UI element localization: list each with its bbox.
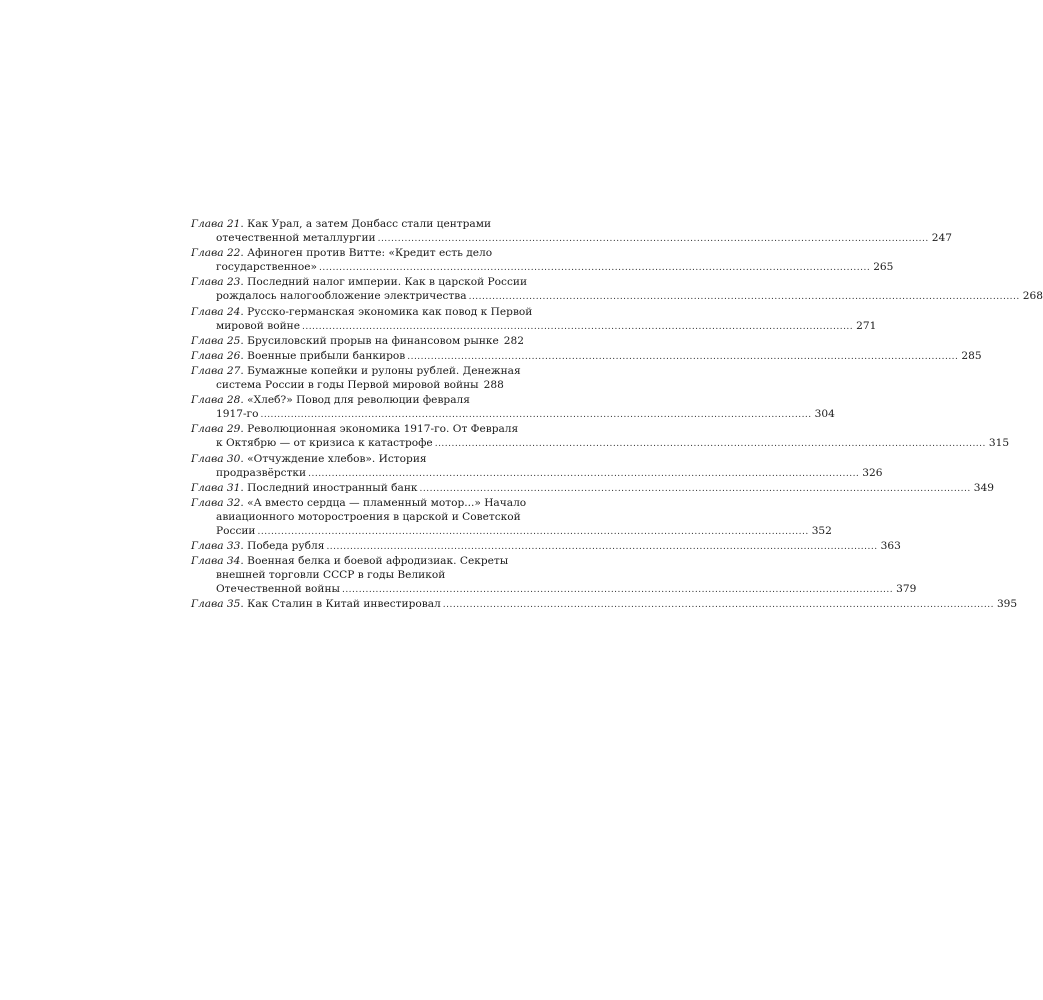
toc-line-text: Глава 25. Брусиловский прорыв на финансовом рынке [191, 334, 499, 347]
chapter-number: Глава 32 [191, 496, 241, 509]
toc-line-text [216, 582, 340, 596]
chapter-title-text: Последний налог империи. Как в царской России [247, 276, 528, 289]
chapter-title-text: Отечественной войны [216, 583, 340, 596]
page-number: 349 [973, 481, 994, 494]
chapter-number: Глава 25 [191, 334, 241, 347]
toc-line [191, 217, 495, 231]
toc-line-text [216, 378, 479, 392]
toc-line [191, 539, 901, 554]
page-number: 326 [862, 466, 883, 479]
page-number: 395 [996, 598, 1018, 611]
page-number: 288 [483, 379, 504, 392]
chapter-number: Глава 27 [191, 364, 241, 377]
chapter-number: Глава 28 [191, 394, 241, 407]
toc-entry [191, 481, 994, 496]
toc-entry [191, 364, 521, 393]
toc-line [191, 275, 528, 289]
toc-line [191, 597, 1018, 612]
toc-line [191, 524, 832, 539]
dot-leader [407, 350, 958, 364]
chapter-title-text: мировой войне [216, 319, 300, 332]
toc-line-text: Глава 32. «А вместо сердца — пламенный мотор...» Начало [191, 496, 527, 509]
toc-line [191, 231, 952, 246]
chapter-title-text: «Хлеб?» Повод для революции февраля [247, 394, 470, 407]
chapter-number: Глава 31 [191, 481, 241, 494]
chapter-number: Глава 22 [191, 247, 241, 260]
chapter-title-text: государственное» [216, 261, 317, 274]
toc-line-text [216, 524, 256, 538]
toc-line [191, 481, 994, 496]
chapter-title-text: «Отчуждение хлебов». История [247, 452, 427, 465]
page-number: 352 [811, 524, 832, 537]
toc-entry [191, 246, 894, 275]
toc-line [191, 349, 982, 364]
toc-line [191, 582, 917, 597]
chapter-title-text: Военные прибыли банкиров [247, 349, 406, 362]
toc-line-text [216, 231, 376, 245]
chapter-title-text: авиационного моторостроения в царской и Советской [216, 510, 521, 523]
page-number: 304 [814, 408, 835, 421]
toc-entry [191, 334, 525, 349]
dot-leader [326, 540, 877, 554]
toc-line-text: Глава 22. Афиноген против Витте: «Кредит есть дело [191, 247, 493, 260]
toc-line-text: Глава 31. Последний иностранный банк [191, 481, 418, 494]
dot-leader [258, 525, 809, 539]
chapter-title-text: Победа рубля [247, 540, 325, 553]
dot-leader [302, 320, 853, 334]
toc-line-text: Глава 29. Революционная экономика 1917-го. От Февраля [191, 423, 519, 436]
toc-line-text [216, 569, 445, 581]
page-number: 379 [896, 583, 917, 596]
dot-leader [319, 261, 870, 275]
toc-line [191, 319, 877, 334]
chapter-title-text: Последний иностранный банк [247, 481, 418, 494]
toc-line-text: Глава 28. «Хлеб?» Повод для революции февраля [191, 394, 470, 407]
toc-line [191, 334, 525, 349]
toc-line [191, 496, 527, 510]
toc-line [191, 393, 495, 407]
toc-line [191, 407, 835, 422]
toc-line-text [216, 466, 306, 480]
toc-line [191, 378, 504, 393]
toc-line-text: Глава 23. Последний налог империи. Как в царской России [191, 276, 528, 289]
toc-line-text [216, 407, 258, 421]
dot-leader [420, 482, 971, 496]
toc-line-text: Глава 33. Победа рубля [191, 540, 325, 553]
chapter-number: Глава 33 [191, 540, 241, 553]
toc-line-text: Глава 24. Русско-германская экономика как повод к Первой [191, 305, 533, 318]
page-number: 271 [856, 319, 877, 332]
toc-line-text [216, 511, 521, 523]
toc-line-text: Глава 34. Военная белка и боевой афродизиак. Секреты [191, 555, 509, 568]
chapter-title-text: отечественной металлургии [216, 232, 376, 245]
chapter-title-text: рождалось налогообложение электричества [216, 290, 467, 303]
toc-line [191, 289, 1043, 304]
toc-entry [191, 496, 832, 539]
chapter-title-text: 1917-го [216, 408, 259, 421]
toc-line [191, 422, 519, 436]
chapter-number: Глава 35 [191, 598, 241, 611]
chapter-title-text: Русско-германская экономика как повод к Первой [247, 305, 533, 318]
toc-entry [191, 349, 982, 364]
dot-leader [378, 232, 929, 246]
chapter-title-text: Военная белка и боевой афродизиак. Секреты [247, 555, 509, 568]
toc-entry [191, 452, 883, 481]
toc-entry [191, 217, 952, 246]
toc-line-text: Глава 21. Как Урал, а затем Донбасс стали центрами [191, 218, 492, 230]
toc-entry [191, 554, 917, 597]
toc-line [191, 452, 495, 466]
chapter-title-text: Брусиловский прорыв на финансовом рынке [247, 334, 499, 347]
chapter-number: Глава 29 [191, 423, 241, 436]
chapter-number: Глава 23 [191, 276, 241, 289]
chapter-title-text: России [216, 524, 256, 537]
toc-line-text [216, 289, 467, 303]
toc-entry [191, 422, 1010, 451]
table-of-contents [191, 217, 1043, 613]
toc-entry [191, 597, 1018, 612]
chapter-title-text: продразвёрстки [216, 466, 307, 479]
page-number: 268 [1022, 290, 1043, 303]
chapter-title-text: «А вместо сердца — пламенный мотор...» Начало [247, 496, 527, 509]
toc-line [191, 364, 521, 378]
chapter-number: Глава 34 [191, 555, 241, 568]
toc-line [191, 260, 894, 275]
dot-leader [469, 290, 1020, 304]
chapter-title-text: Афиноген против Витте: «Кредит есть дело [247, 247, 493, 260]
toc-line-text: Глава 27. Бумажные копейки и рулоны рублей. Денежная [191, 364, 521, 377]
toc-line-text: Глава 35. Как Сталин в Китай инвестировал [191, 598, 441, 611]
dot-leader [443, 598, 994, 612]
dot-leader [435, 437, 986, 451]
toc-line [191, 246, 495, 260]
toc-line [191, 554, 509, 568]
chapter-title-text: Как Сталин в Китай инвестировал [247, 598, 441, 611]
toc-line-text [216, 436, 433, 450]
chapter-number: Глава 24 [191, 305, 241, 318]
page-number: 315 [988, 437, 1010, 450]
toc-line [191, 510, 521, 524]
chapter-number: Глава 21 [191, 218, 241, 230]
toc-line [191, 436, 1010, 451]
chapter-title-text: система России в годы Первой мировой войны [216, 379, 479, 392]
chapter-title-text: Как Урал, а затем Донбасс стали центрами [247, 218, 492, 230]
toc-line [191, 305, 533, 319]
page-number: 265 [873, 261, 894, 274]
toc-line-text: Глава 30. «Отчуждение хлебов». История [191, 452, 427, 465]
chapter-number: Глава 30 [191, 452, 241, 465]
toc-line-text [216, 260, 317, 274]
toc-entry [191, 393, 835, 422]
toc-entry [191, 539, 901, 554]
toc-line [191, 568, 495, 582]
page-number: 285 [961, 349, 982, 362]
chapter-title-text: к Октябрю — от кризиса к катастрофе [216, 437, 433, 450]
dot-leader [342, 583, 893, 597]
page-number: 247 [931, 232, 952, 245]
toc-line-text: Глава 26. Военные прибыли банкиров [191, 349, 406, 362]
page-number: 363 [880, 540, 901, 553]
toc-entry [191, 305, 877, 334]
chapter-number: Глава 26 [191, 349, 241, 362]
toc-line [191, 466, 883, 481]
chapter-title-text: внешней торговли СССР в годы Великой [216, 569, 446, 582]
toc-entry [191, 275, 1043, 304]
page-number: 282 [503, 334, 525, 347]
dot-leader [308, 467, 859, 481]
dot-leader [260, 408, 811, 422]
chapter-title-text: Революционная экономика 1917-го. От Февраля [247, 423, 519, 436]
chapter-title-text: Бумажные копейки и рулоны рублей. Денежная [247, 364, 521, 377]
toc-line-text [216, 319, 300, 333]
